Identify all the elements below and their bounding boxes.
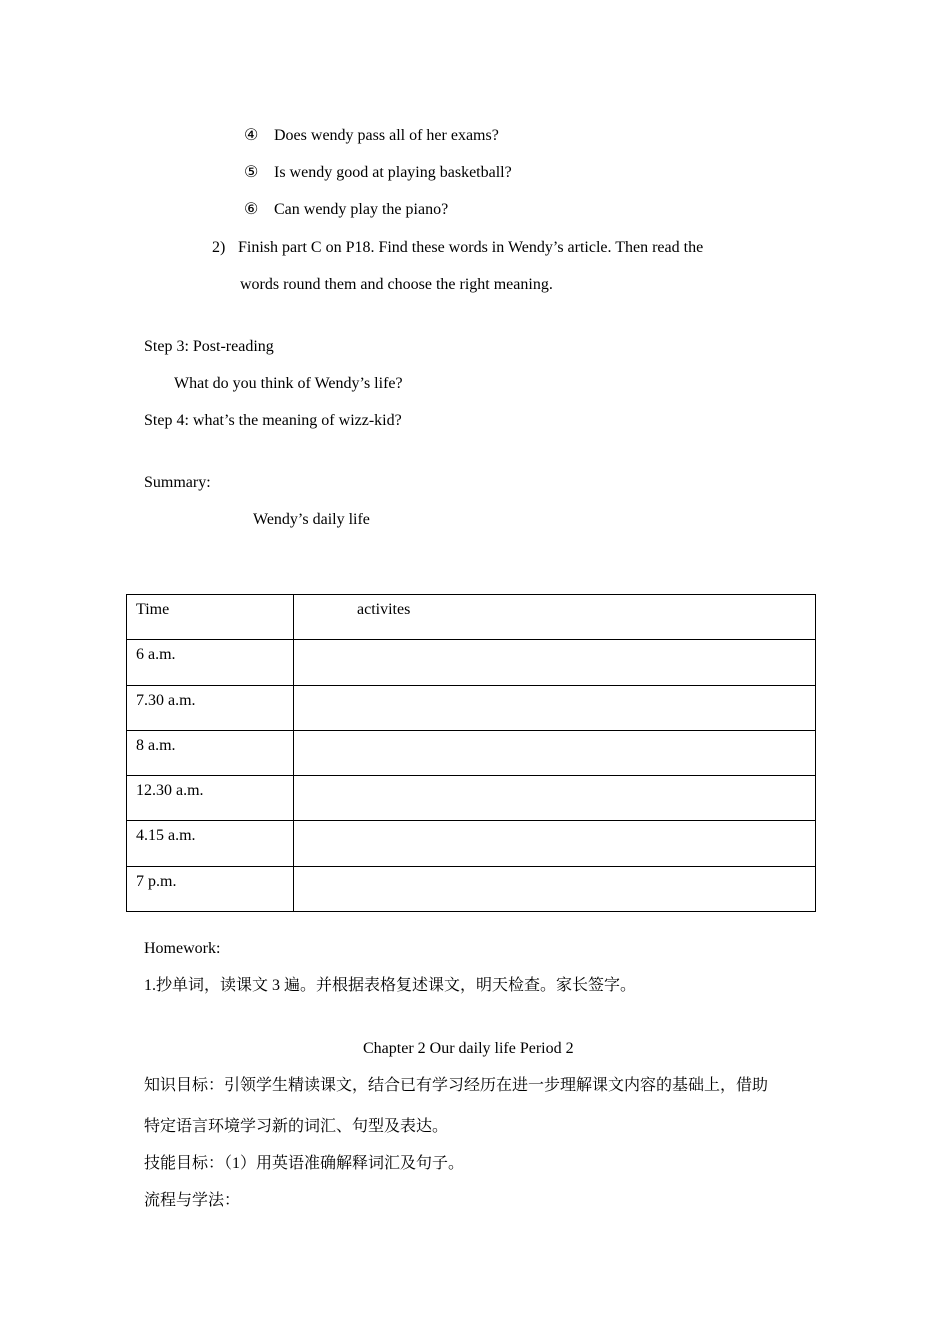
time-cell: 6 a.m. <box>127 640 294 685</box>
table-row <box>127 685 816 730</box>
table-header-row <box>127 595 816 640</box>
question-text: Can wendy play the piano? <box>274 201 449 218</box>
time-cell: 7.30 a.m. <box>127 685 294 730</box>
summary-label: Summary: <box>144 474 211 491</box>
question-item <box>244 126 499 146</box>
question-item <box>244 200 448 220</box>
time-cell: 7 p.m. <box>127 866 294 911</box>
activity-cell <box>294 821 816 866</box>
question-marker: ④ <box>244 127 259 144</box>
knowledge-objective-line2: 特定语言环境学习新的词汇、句型及表达。 <box>144 1118 449 1135</box>
summary-subtitle: Wendy’s daily life <box>253 511 370 528</box>
header-activities: activites <box>294 595 816 640</box>
question-item <box>244 163 512 183</box>
task-text-line1: Finish part C on P18. Find these words in Wendy’s article. Then read the <box>238 239 704 256</box>
activity-cell <box>294 640 816 685</box>
question-marker: ⑤ <box>244 164 259 181</box>
table-row <box>127 776 816 821</box>
process-label: 流程与学法： <box>144 1192 241 1209</box>
homework-label: Homework: <box>144 940 221 957</box>
activity-cell <box>294 866 816 911</box>
skill-objective: 技能目标：（1）用英语准确解释词汇及句子。 <box>144 1155 465 1172</box>
task-number: 2) <box>212 239 226 256</box>
table-row <box>127 866 816 911</box>
task-text-line2: words round them and choose the right meaning. <box>240 276 553 293</box>
header-time: Time <box>127 595 294 640</box>
question-marker: ⑥ <box>244 201 259 218</box>
table-row <box>127 640 816 685</box>
time-cell: 12.30 a.m. <box>127 776 294 821</box>
activity-cell <box>294 730 816 775</box>
question-text: Does wendy pass all of her exams? <box>274 127 499 144</box>
question-text: Is wendy good at playing basketball? <box>274 164 512 181</box>
step4-title: Step 4: what’s the meaning of wizz-kid? <box>144 412 402 429</box>
daily-schedule-table <box>126 594 816 912</box>
step3-title: Step 3: Post-reading <box>144 338 274 355</box>
activity-cell <box>294 685 816 730</box>
table-row <box>127 730 816 775</box>
table-row <box>127 821 816 866</box>
time-cell: 4.15 a.m. <box>127 821 294 866</box>
homework-item: 1.抄单词，读课文 3 遍。并根据表格复述课文，明天检查。家长签字。 <box>144 977 637 994</box>
chapter-title: Chapter 2 Our daily life Period 2 <box>363 1040 574 1057</box>
task-item <box>212 238 703 258</box>
activity-cell <box>294 776 816 821</box>
step3-question: What do you think of Wendy’s life? <box>174 375 403 392</box>
time-cell: 8 a.m. <box>127 730 294 775</box>
knowledge-objective-line1: 知识目标：引领学生精读课文，结合已有学习经历在进一步理解课文内容的基础上，借助 <box>144 1077 769 1094</box>
